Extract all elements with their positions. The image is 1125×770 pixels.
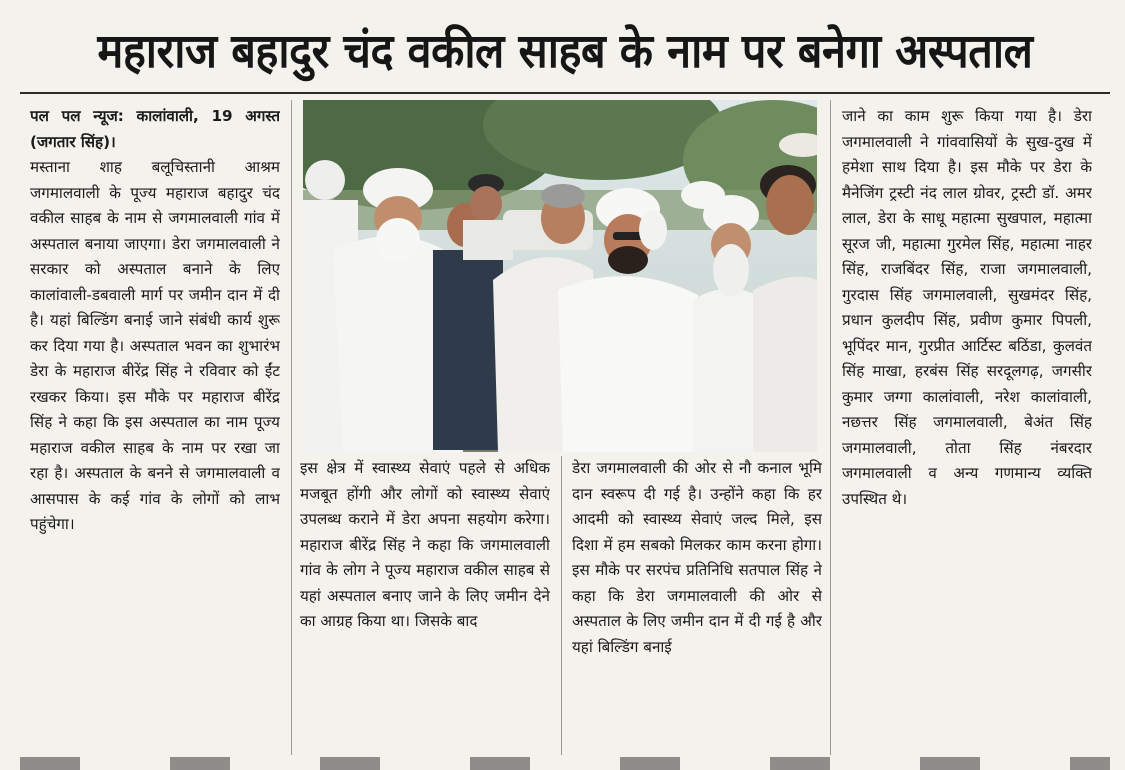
column-3-text: डेरा जगमालवाली की ओर से नौ कनाल भूमि दान स्वरूप दी गई है। उन्होंने कहा कि हर आदमी को स्वास्थ्य सेवाएं जल्द मिले, इस दिशा में हम सबको मिलकर काम करना होगा। इस मौके पर सरपंच प्रतिनिधि सतपाल सिंह ने कहा कि डेरा जगमालवाली की ओर से अस्पताल के लिए जमीन दान में दी गई है और यहां बिल्डिंग बनाई bbox=[572, 459, 822, 656]
article-column-3 bbox=[572, 456, 822, 756]
headline: महाराज बहादुर चंद वकील साहब के नाम पर बनेगा अस्पताल bbox=[97, 24, 1033, 79]
article-column-2 bbox=[300, 456, 550, 756]
dateline: पल पल न्यूज: कालांवाली, 19 अगस्त (जगतार सिंह)। bbox=[30, 107, 280, 151]
column-1-text: मस्ताना शाह बलूचिस्तानी आश्रम जगमालवाली के पूज्य महाराज बहादुर चंद वकील साहब के नाम से जगमालवाली गांव में अस्पताल बनाया जाएगा। डेरा जगमालवाली ने सरकार को अस्पताल बनाने के लिए कालांवाली-डबवाली मार्ग पर जमीन दान में दी है। यहां बिल्डिंग बनाई जाने संबंधी कार्य शुरू कर दिया गया है। अस्पताल भवन का शुभारंभ डेरा के महाराज बीरेंद्र सिंह ने रविवार को ईंट रखकर किया। इस मौके पर महाराज बीरेंद्र सिंह ने कहा कि इस अस्पताल का नाम पूज्य महाराज वकील साहब के नाम पर रखा जा रहा है। अस्पताल के बनने से जगमालवाली व आसपास के कई गांव के लोगों को लाभ पहुंचेगा। bbox=[30, 158, 280, 533]
article-column-1 bbox=[30, 104, 280, 754]
photo-image bbox=[303, 100, 817, 452]
headline-rule bbox=[20, 92, 1110, 94]
column-2-text: इस क्षेत्र में स्वास्थ्य सेवाएं पहले से अधिक मजबूत होंगी और लोगों को स्वास्थ्य सेवाएं उपलब्ध कराने में डेरा अपना सहयोग करेगा। महाराज बीरेंद्र सिंह ने कहा कि जगमालवाली गांव के लोग ने पूज्य महाराज वकील साहब से यहां अस्पताल बनाए जाने के लिए जमीन देने का आग्रह किया था। जिसके बाद bbox=[300, 459, 550, 630]
news-photo bbox=[303, 100, 817, 452]
clipped-next-text bbox=[20, 757, 1110, 770]
article-column-4 bbox=[842, 104, 1092, 754]
column-divider bbox=[830, 100, 831, 755]
column-4-text: जाने का काम शुरू किया गया है। डेरा जगमालवाली ने गांववासियों के सुख-दुख में हमेशा साथ दिया है। इस मौके पर डेरा के मैनेजिंग ट्रस्टी नंद लाल ग्रोवर, ट्रस्टी डॉ. अमर लाल, डेरा के साधू महात्मा सुखपाल, महात्मा सूरज जी, महात्मा गुरमेल सिंह, महात्मा नाहर सिंह, राजबिंदर सिंह, राजा जगमालवाली, गुरदास सिंह जगमालवाली, सुखमंदर सिंह, प्रधान कुलदीप सिंह, प्रवीण कुमार पिपली, भूपिंदर मान, गुरप्रीत आर्टिस्ट बठिंडा, कुलवंत सिंह माखा, हरबंस सिंह सरदूलगढ़, जगसीर कुमार जग्गा कालांवाली, नरेश कालांवाली, नछत्तर सिंह जगमालवाली, बेअंत सिंह जगमालवाली, तोता सिंह नंबरदार जगमालवाली व अन्य गणमान्य व्यक्ति उपस्थित थे। bbox=[842, 107, 1092, 508]
column-divider bbox=[561, 456, 562, 755]
column-divider bbox=[291, 100, 292, 755]
